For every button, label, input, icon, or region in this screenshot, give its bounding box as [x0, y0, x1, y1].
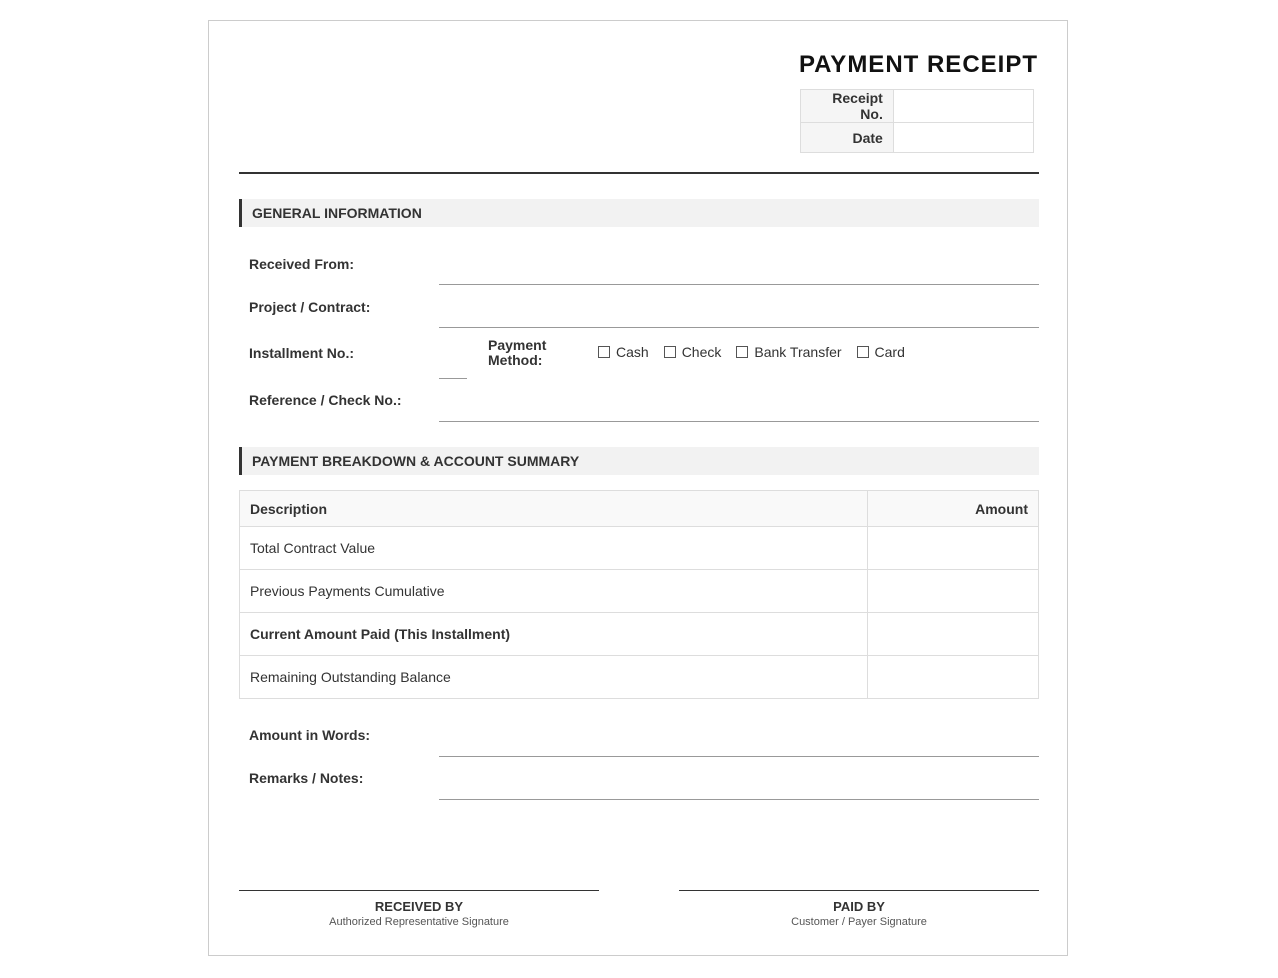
- general-info-section-header: GENERAL INFORMATION: [239, 199, 1039, 227]
- payment-option-bank-transfer[interactable]: [736, 344, 841, 360]
- row-description: Total Contract Value: [240, 527, 868, 570]
- remarks-label: Remarks / Notes:: [249, 770, 364, 786]
- installment-no-label: Installment No.:: [249, 345, 355, 361]
- receipt-no-field[interactable]: [893, 90, 1033, 123]
- date-row: [801, 123, 1034, 153]
- installment-no-field[interactable]: [439, 378, 467, 379]
- row-description: Remaining Outstanding Balance: [240, 656, 868, 699]
- amount-in-words-label: Amount in Words:: [249, 727, 371, 743]
- payment-option-check[interactable]: [664, 344, 722, 360]
- table-row: [240, 656, 1039, 699]
- received-from-field[interactable]: [439, 284, 1039, 285]
- table-row: [240, 570, 1039, 613]
- received-by-signature-line[interactable]: [239, 890, 599, 891]
- cash-checkbox[interactable]: [598, 346, 610, 358]
- remarks-field[interactable]: [439, 799, 1039, 800]
- row-amount-field[interactable]: [868, 613, 1039, 656]
- table-row: [240, 613, 1039, 656]
- received-by-subtitle: Authorized Representative Signature: [329, 916, 509, 928]
- row-description: Previous Payments Cumulative: [240, 570, 868, 613]
- amount-in-words-field[interactable]: [439, 756, 1039, 757]
- project-contract-field[interactable]: [439, 327, 1039, 328]
- description-column-header: Description: [240, 491, 868, 527]
- payment-method-label: Payment Method:: [488, 337, 547, 368]
- payment-option-card[interactable]: [857, 344, 905, 360]
- check-checkbox[interactable]: [664, 346, 676, 358]
- date-field[interactable]: [893, 123, 1033, 153]
- project-contract-label: Project / Contract:: [249, 299, 371, 315]
- row-amount-field[interactable]: [868, 570, 1039, 613]
- receipt-page: [208, 20, 1068, 956]
- breakdown-table: [239, 490, 1039, 699]
- page-title: PAYMENT RECEIPT: [798, 51, 1038, 78]
- card-checkbox[interactable]: [857, 346, 869, 358]
- reference-no-label: Reference / Check No.:: [249, 392, 402, 408]
- reference-no-field[interactable]: [439, 421, 1039, 422]
- date-label: Date: [801, 123, 894, 153]
- bank-transfer-checkbox[interactable]: [736, 346, 748, 358]
- amount-column-header: Amount: [868, 491, 1039, 527]
- payment-option-cash[interactable]: [598, 344, 649, 360]
- payment-method-options: [598, 344, 905, 360]
- table-header-row: [240, 491, 1039, 527]
- card-label: Card: [874, 344, 905, 360]
- receipt-meta-table: [800, 89, 1034, 153]
- header-divider: [239, 172, 1039, 174]
- row-description: Current Amount Paid (This Installment): [240, 613, 868, 656]
- breakdown-section-header: PAYMENT BREAKDOWN & ACCOUNT SUMMARY: [239, 447, 1039, 475]
- paid-by-subtitle: Customer / Payer Signature: [791, 916, 927, 928]
- check-label: Check: [681, 344, 722, 360]
- received-from-label: Received From:: [249, 256, 355, 272]
- received-by-title: RECEIVED BY: [374, 899, 464, 914]
- cash-label: Cash: [616, 344, 649, 360]
- paid-by-signature-line[interactable]: [679, 890, 1039, 891]
- receipt-no-label: Receipt No.: [801, 90, 894, 123]
- table-row: [240, 527, 1039, 570]
- receipt-no-row: [801, 90, 1034, 123]
- bank-transfer-label: Bank Transfer: [754, 344, 842, 360]
- paid-by-title: PAID BY: [833, 899, 885, 914]
- row-amount-field[interactable]: [868, 527, 1039, 570]
- row-amount-field[interactable]: [868, 656, 1039, 699]
